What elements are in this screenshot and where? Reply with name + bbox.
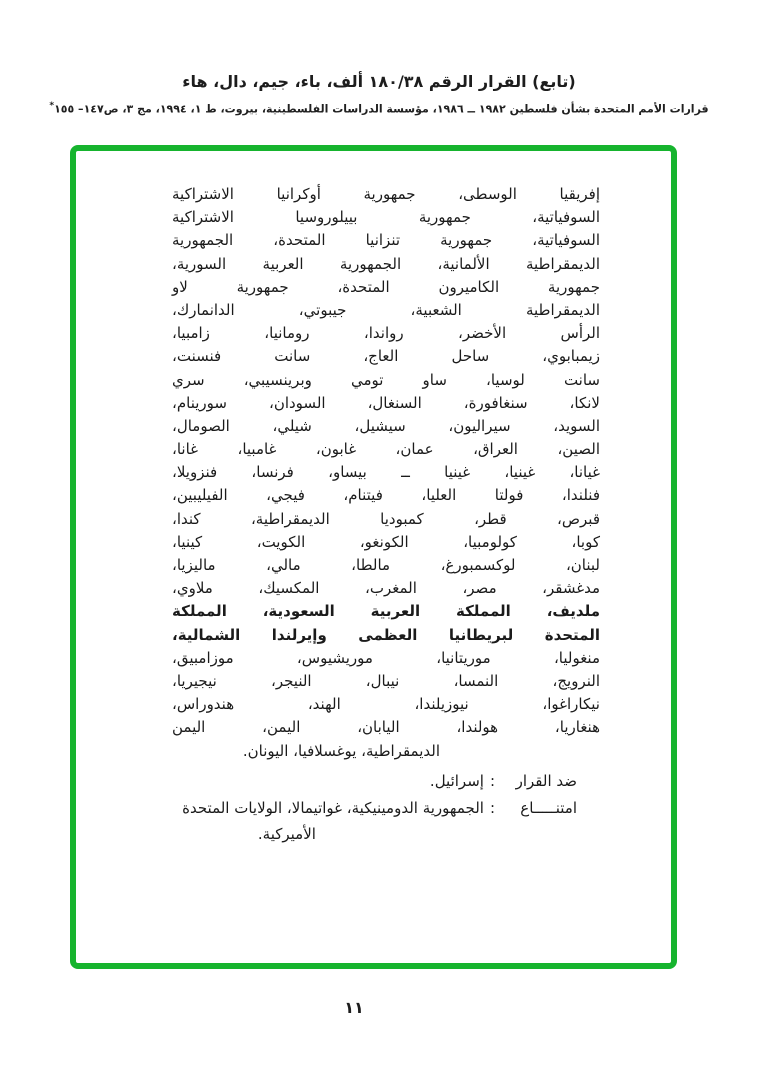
country-list-line: النرويج، النمسا، نيبال، النيجر، نيجيريا، <box>172 671 600 690</box>
against-value <box>140 768 484 794</box>
abstain-separator: : <box>489 799 495 817</box>
against-label: ضد القرار <box>515 772 577 790</box>
country-list-line: السويد، سيراليون، سيشيل، شيلي، الصومال، <box>172 416 600 435</box>
footnote-asterisk: * <box>49 101 55 111</box>
country-list-line: ملديف، المملكة العربية السعودية، المملكة <box>172 602 600 621</box>
abstain-label: امتنـــــاع <box>520 799 577 817</box>
country-list-line: لبنان، لوكسمبورغ، مالطا، مالي، ماليزيا، <box>172 556 600 574</box>
country-list-line: إفريقيا الوسطى، جمهورية أوكرانيا الاشتراكية <box>172 185 600 203</box>
against-value-line: إسرائيل. <box>429 772 484 790</box>
country-list-line: الديمقراطية، يوغسلافيا، اليونان. <box>242 741 440 760</box>
country-list-line: جمهورية الكاميرون المتحدة، جمهورية لاو <box>172 277 600 296</box>
country-list-line: مدغشقر، مصر، المغرب، المكسيك، ملاوي، <box>172 579 600 598</box>
country-list-line: لانكا، سنغافورة، السنغال، السودان، سورينام، <box>172 393 600 412</box>
page-number: ١١ <box>344 998 364 1017</box>
country-list-line: غيانا، غينيا، غينيا ــ بيساو، فرنسا، فنزويلا، <box>172 463 600 482</box>
abstain-value-line: الأميركية. <box>257 825 316 843</box>
country-list-line: هنغاريا، هولندا، اليابان، اليمن، اليمن <box>172 718 600 737</box>
abstain-value <box>140 795 484 847</box>
abstain-value-line: الجمهورية الدومينيكية، غواتيمالا، الولايات المتحدة <box>182 799 484 817</box>
abstain-row <box>140 795 577 847</box>
country-list-line: نيكاراغوا، نيوزيلندا، الهند، هندوراس، <box>172 695 600 714</box>
against-row <box>140 768 577 794</box>
country-list-line: الرأس الأخضر، رواندا، رومانيا، زامبيا، <box>172 324 600 343</box>
vote-results <box>140 768 577 847</box>
country-list-line: سانت لوسيا، ساو تومي وبرينسيبي، سري <box>172 370 600 389</box>
country-list-line: كوبا، كولومبيا، الكونغو، الكويت، كينيا، <box>172 532 600 551</box>
country-list-line: الديمقراطية الألمانية، الجمهورية العربية السورية، <box>172 254 600 273</box>
against-separator: : <box>489 772 495 790</box>
country-list-line: قبرص، قطر، كمبوديا الديمقراطية، كندا، <box>172 509 600 528</box>
country-list-line: السوفياتية، جمهورية بييلوروسيا الاشتراكية <box>172 208 600 227</box>
country-list-line: السوفياتية، جمهورية تنزانيا المتحدة، الجمهورية <box>172 231 600 250</box>
country-list-line: المتحدة لبريطانيا العظمى وإيرلندا الشمالية، <box>172 625 600 644</box>
in-favor-country-list <box>172 183 600 763</box>
country-list-line: منغوليا، موريتانيا، موريشيوس، موزامبيق، <box>172 648 600 667</box>
country-list-line: الصين، العراق، عمان، غابون، غامبيا، غانا، <box>172 440 600 459</box>
country-list-line: الديمقراطية الشعبية، جيبوتي، الدانمارك، <box>172 300 600 319</box>
country-list-line: زيمبابوي، ساحل العاج، سانت فنسنت، <box>172 347 600 366</box>
resolution-green-box <box>70 145 677 969</box>
source-citation-text: قرارات الأمم المتحدة بشأن فلسطين ١٩٨٢ ــ ١٩٨٦، مؤسسة الدراسات الفلسطينية، بيروت، ط ١، ١٩٩٤، مج ٣، ص١٤٧– ١٥٥ <box>54 102 709 116</box>
resolution-title: (تابع) القرار الرقم ٣٨‏/‏١٨٠ ألف، باء، جيم، دال، هاء <box>182 72 576 91</box>
country-list-line: فنلندا، فولتا العليا، فيتنام، فيجي، الفيليبين، <box>172 486 600 505</box>
source-citation <box>0 101 758 116</box>
